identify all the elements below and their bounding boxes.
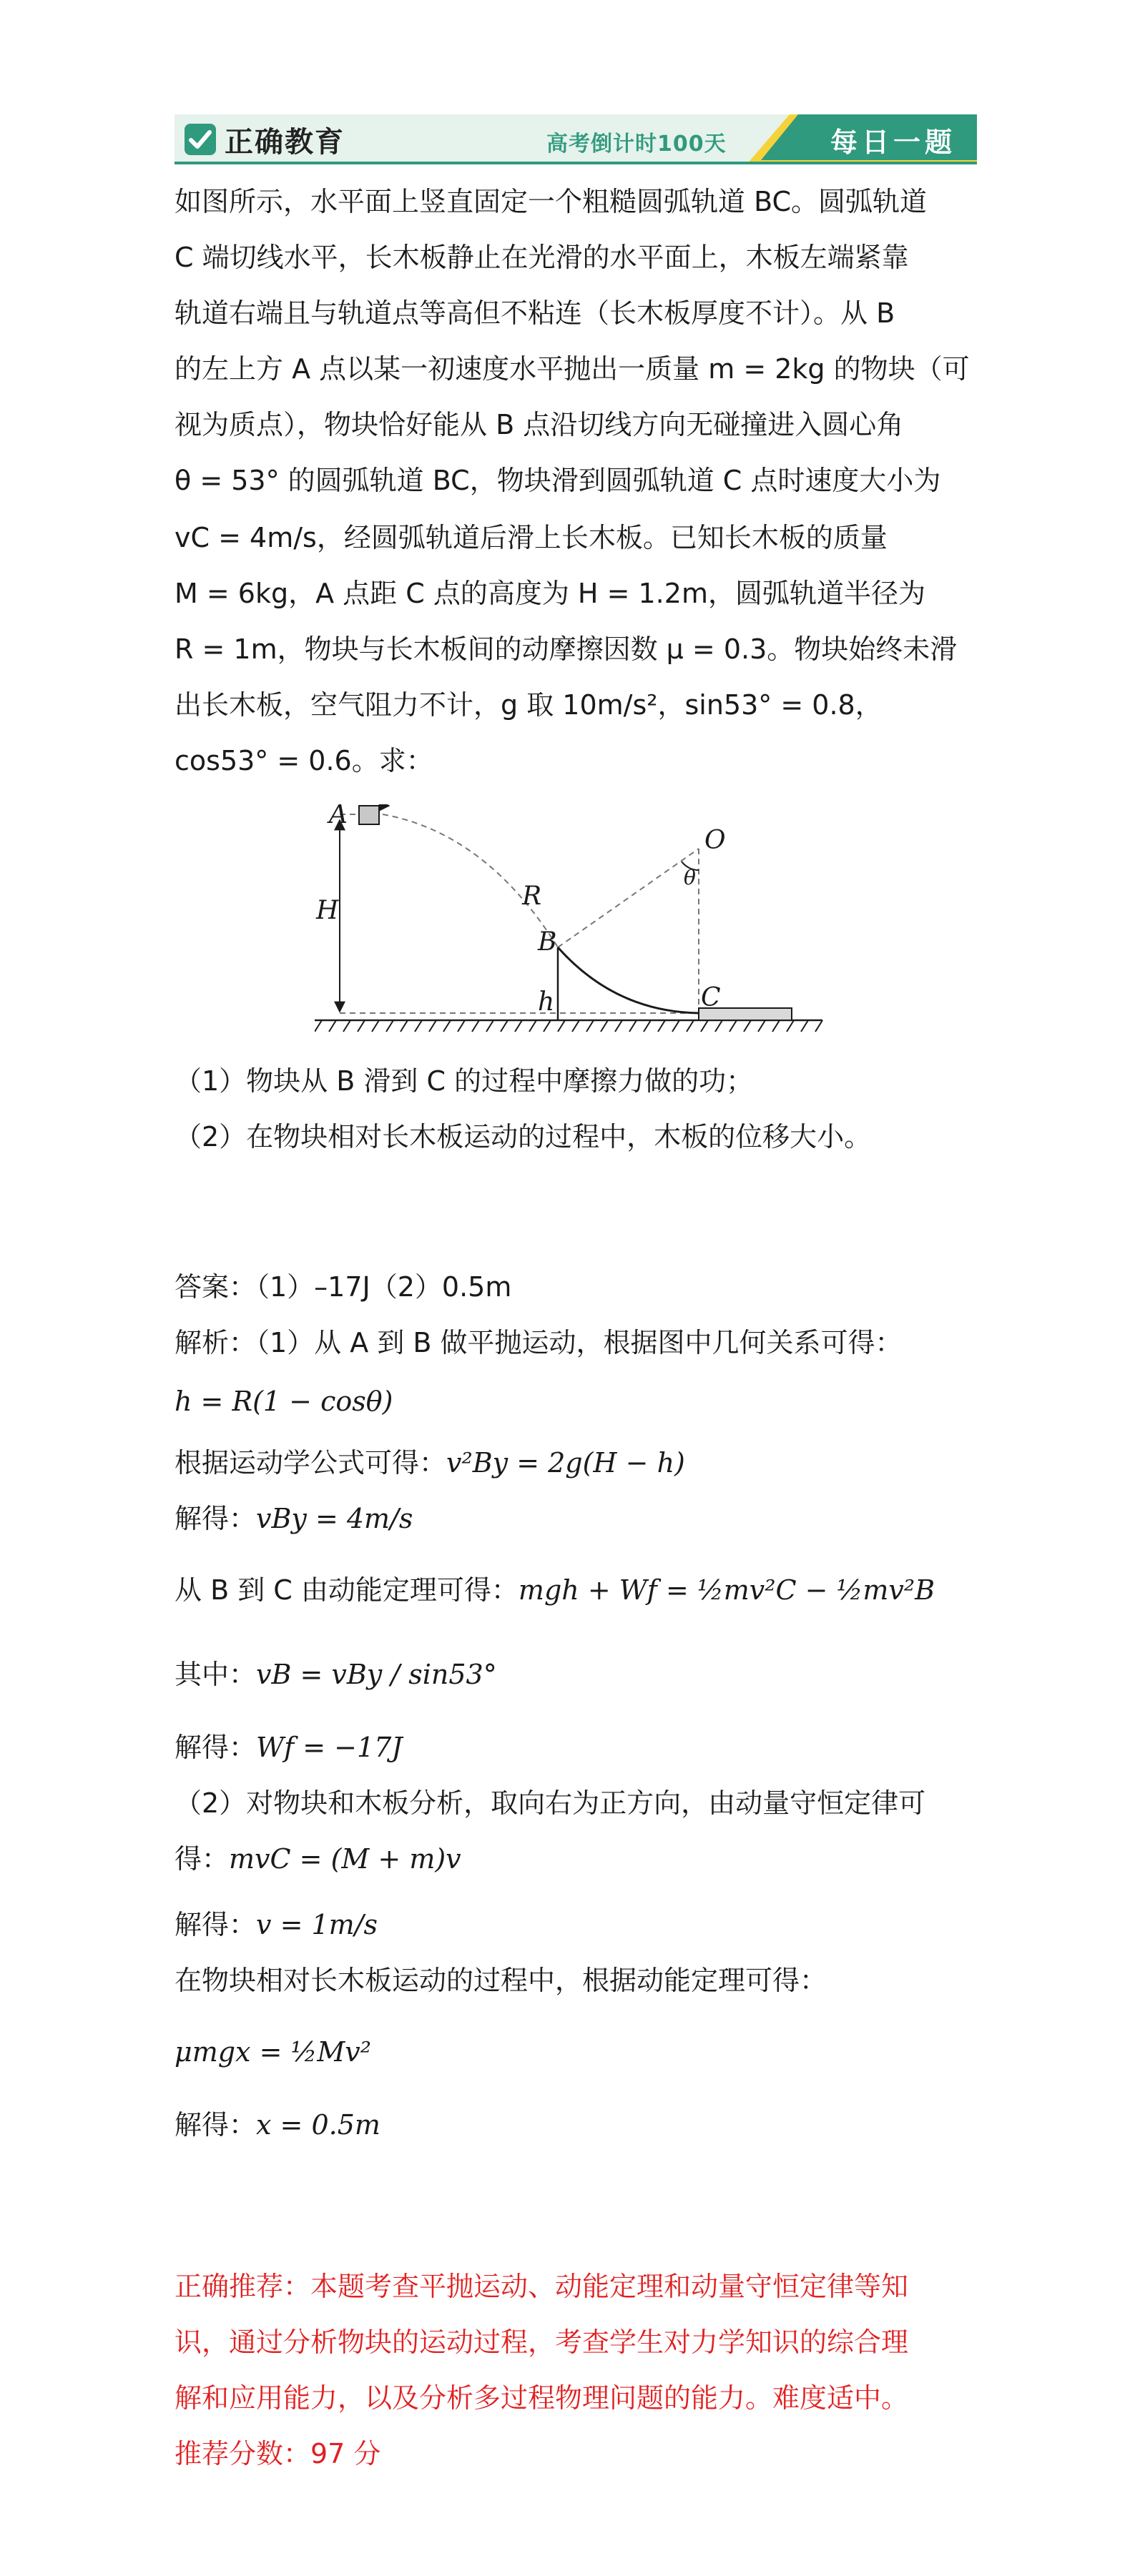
equation-friction-energy: μmgx = ½Mv² [175,2036,371,2068]
problem-line: θ = 53° 的圆弧轨道 BC，物块滑到圆弧轨道 C 点时速度大小为 [175,465,941,496]
label-H: H [316,896,339,925]
solution-line-momentum [175,1842,461,1876]
label-h: h [538,987,555,1017]
header-banner [175,114,977,164]
ground-hatching [315,1020,822,1032]
question-2: （2）在物块相对长木板运动的过程中，木板的位移大小。 [175,1121,872,1153]
equation-vby: vBy = 4m/s [256,1503,413,1534]
problem-line: 视为质点），物块恰好能从 B 点沿切线方向无碰撞进入圆心角 [175,409,904,440]
solution-line-result-x [175,2108,380,2142]
problem-line: R = 1m，物块与长木板间的动摩擦因数 μ = 0.3。物块始终未滑 [175,633,958,665]
check-icon [183,122,217,157]
solution-text: 解得： [175,1909,257,1940]
problem-line: M = 6kg，A 点距 C 点的高度为 H = 1.2m，圆弧轨道半径为 [175,578,925,609]
arc-track-BC [558,947,699,1013]
problem-line: 的左上方 A 点以某一初速度水平抛出一质量 m = 2kg 的物块（可 [175,353,970,385]
equation-energy-theorem: mgh + Wf = ½mv²C − ½mv²B [518,1574,935,1606]
radius-OB [558,849,699,947]
solution-text: 解得： [175,1503,257,1534]
solution-line-energy [175,1573,935,1607]
solution-text: 得： [175,1843,230,1875]
label-R: R [522,882,542,911]
solution-text: 解得： [175,2109,257,2141]
solution-line-result-wf [175,1730,403,1765]
problem-line: C 端切线水平，长木板静止在光滑的水平面上，木板左端紧靠 [175,242,909,273]
daily-question-label: 每日一题 [830,126,956,158]
solution-line-vb [175,1657,497,1692]
recommendation-score: 推荐分数：97 分 [175,2438,381,2469]
brand-name: 正确教育 [225,125,345,159]
equation-vby-squared: v²By = 2g(H − h) [446,1447,685,1479]
problem-line: 如图所示，水平面上竖直固定一个粗糙圆弧轨道 BC。圆弧轨道 [175,186,928,217]
solution-line-result-v [175,1908,378,1942]
solution-line-kinematics [175,1446,685,1480]
question-1: （1）物块从 B 滑到 C 的过程中摩擦力做的功； [175,1065,754,1097]
problem-line: 出长木板，空气阻力不计，g 取 10m/s²，sin53° = 0.8， [175,689,883,721]
problem-line: cos53° = 0.6。求： [175,745,433,776]
problem-line: vC = 4m/s，经圆弧轨道后滑上长木板。已知长木板的质量 [175,522,888,553]
solution-text: 其中： [175,1659,257,1690]
label-A: A [329,804,348,829]
solution-text: 解得： [175,1732,257,1763]
solution-line: 在物块相对长木板运动的过程中，根据动能定理可得： [175,1965,827,1996]
solution-line-result-vby [175,1501,413,1536]
block-A [359,806,379,824]
solution-text: 从 B 到 C 由动能定理可得： [175,1574,519,1606]
recommendation-line: 解和应用能力，以及分析多过程物理问题的能力。难度适中。 [175,2382,909,2414]
solution-line: 解析：（1）从 A 到 B 做平抛运动，根据图中几何关系可得： [175,1327,903,1358]
equation-wf: Wf = −17J [256,1732,403,1763]
equation-x: x = 0.5m [256,2109,380,2141]
label-theta: θ [684,866,696,889]
physics-diagram [315,804,830,1044]
solution-text: 根据运动学公式可得： [175,1447,447,1479]
brand [183,120,345,159]
equation-v: v = 1m/s [256,1909,378,1940]
equation-h: h = R(1 − cosθ) [175,1386,393,1417]
label-B: B [538,927,557,957]
answer-line: 答案：（1）–17J（2）0.5m [175,1271,512,1303]
recommendation-line: 正确推荐：本题考查平抛运动、动能定理和动量守恒定律等知 [175,2271,909,2302]
problem-line: 轨道右端且与轨道点等高但不粘连（长木板厚度不计）。从 B [175,297,895,329]
equation-vb: vB = vBy / sin53° [256,1659,497,1690]
label-C: C [701,983,721,1012]
solution-line: （2）对物块和木板分析，取向右为正方向，由动量守恒定律可 [175,1787,926,1819]
recommendation-line: 识，通过分析物块的运动过程，考查学生对力学知识的综合理 [175,2326,909,2358]
label-O: O [704,826,726,855]
equation-momentum: mvC = (M + m)v [229,1843,461,1875]
countdown-label: 高考倒计时100天 [546,132,727,157]
trajectory-path [383,814,558,947]
